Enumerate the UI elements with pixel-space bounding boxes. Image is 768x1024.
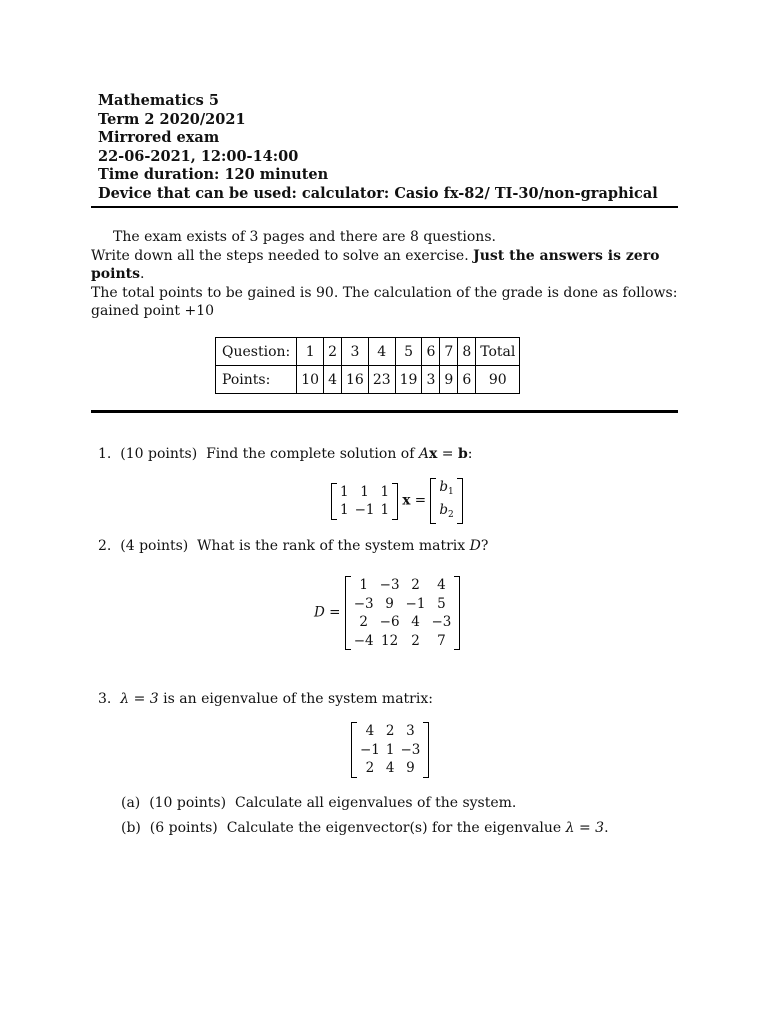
- vector-entry: b: [439, 479, 449, 495]
- subquestion-label: (b): [121, 820, 141, 836]
- matrix-entry: 4: [385, 760, 395, 777]
- matrix-entry: −3: [431, 614, 452, 631]
- exam-header: [98, 92, 658, 204]
- instruction-period: .: [139, 266, 145, 283]
- question-cell: 4: [368, 338, 395, 366]
- question-number: 3.: [98, 691, 112, 707]
- matrix-entry: 4: [411, 614, 420, 631]
- question-cell: 6: [422, 338, 440, 366]
- left-bracket: [331, 483, 337, 520]
- vector-entry: b: [439, 502, 449, 518]
- question-number: 2.: [98, 538, 112, 554]
- matrix-entry: 2: [411, 577, 420, 594]
- matrix-entry: 1: [340, 502, 349, 519]
- left-bracket: [430, 478, 436, 524]
- right-bracket: [457, 478, 463, 524]
- eigenvalue-expression: λ = 3: [565, 820, 605, 836]
- vector-symbol: x: [428, 446, 438, 462]
- matrix-symbol: A: [418, 446, 429, 462]
- matrix-entry: −4: [353, 632, 374, 649]
- points-row-label: Points:: [216, 366, 297, 394]
- left-bracket: [345, 576, 351, 650]
- question-cell: 2: [324, 338, 342, 366]
- question-text: What is the rank of the system matrix: [197, 538, 470, 554]
- period: .: [604, 820, 609, 836]
- subscript: 1: [448, 487, 454, 497]
- right-bracket: [454, 576, 460, 650]
- matrix-entry: 7: [437, 632, 446, 649]
- course-name: Mathematics 5: [98, 92, 219, 109]
- right-bracket: [392, 483, 398, 520]
- matrix-entry: 9: [385, 595, 394, 612]
- total-points-cell: 90: [476, 366, 520, 394]
- points-cell: 4: [324, 366, 342, 394]
- exam-duration: Time duration: 120 minuten: [98, 166, 329, 184]
- question-3: [98, 691, 433, 707]
- matrix-entry: −1: [405, 595, 426, 612]
- question-points: (10 points): [120, 446, 198, 462]
- matrix-entry: 4: [365, 723, 375, 740]
- question-text: Calculate all eigenvalues of the system.: [234, 795, 517, 811]
- vector-symbol: x: [402, 492, 411, 509]
- matrix-entry: 2: [359, 614, 368, 631]
- allowed-device: Device that can be used: calculator: Casio fx-82/ TI-30/non-graphical: [98, 184, 658, 202]
- q2-system-matrix: [345, 576, 461, 650]
- instruction-line-1: The exam exists of 3 pages and there are 8 questions.: [113, 229, 496, 245]
- subscript: 2: [448, 510, 454, 520]
- exam-type: Mirrored exam: [98, 129, 220, 147]
- instruction-text: Write down all the steps needed to solve an exercise.: [91, 247, 474, 264]
- colon: :: [467, 446, 473, 462]
- exam-instructions: [91, 228, 681, 321]
- eigenvalue-expression: λ = 3: [120, 691, 159, 707]
- matrix-entry: 1: [385, 741, 395, 758]
- question-3a: [121, 795, 516, 811]
- left-bracket: [351, 722, 357, 778]
- points-cell: 6: [458, 366, 476, 394]
- instruction-line-3: The total points to be gained is 90. The calculation of the grade is done as follows: gained point +10: [91, 284, 678, 320]
- matrix-entry: 1: [380, 502, 390, 519]
- matrix-entry: 1: [380, 483, 390, 500]
- matrix-entry: 1: [359, 577, 368, 594]
- q1-coefficient-matrix: [331, 483, 398, 520]
- matrix-entry: 2: [385, 723, 395, 740]
- matrix-entry: 1: [360, 483, 369, 500]
- points-cell: 19: [395, 366, 422, 394]
- vector-symbol: b: [457, 446, 468, 462]
- header-divider: [91, 206, 678, 208]
- q3-equation: [351, 722, 429, 778]
- matrix-entry: 12: [381, 632, 399, 649]
- q1-rhs-vector: [430, 478, 462, 524]
- question-mark: ?: [480, 538, 489, 554]
- exam-date-time: 22-06-2021, 12:00-14:00: [98, 147, 299, 165]
- points-cell: 3: [422, 366, 440, 394]
- question-points: (10 points): [149, 795, 227, 811]
- q1-equation: [331, 478, 463, 524]
- matrix-entry: 3: [406, 723, 415, 740]
- question-text: Calculate the eigenvector(s) for the eigenvalue: [226, 820, 566, 836]
- question-cell: 7: [440, 338, 458, 366]
- question-2: [98, 538, 488, 554]
- question-points: (6 points): [149, 820, 218, 836]
- points-cell: 23: [368, 366, 395, 394]
- term: Term 2 2020/2021: [98, 110, 246, 128]
- question-cell: 8: [458, 338, 476, 366]
- question-number: 1.: [98, 446, 112, 462]
- points-table-question-row: [216, 338, 520, 366]
- points-cell: 9: [440, 366, 458, 394]
- matrix-entry: −3: [379, 577, 400, 594]
- section-divider: [91, 410, 678, 413]
- matrix-entry: 2: [411, 632, 420, 649]
- equals-sign: =: [410, 492, 431, 509]
- q2-equation: [314, 576, 460, 650]
- question-row-label: Question:: [216, 338, 297, 366]
- matrix-lhs: D =: [314, 604, 341, 621]
- matrix-entry: 5: [437, 595, 446, 612]
- total-header-cell: Total: [476, 338, 520, 366]
- matrix-entry: −3: [353, 595, 374, 612]
- question-cell: 3: [341, 338, 368, 366]
- points-cell: 16: [341, 366, 368, 394]
- question-text: is an eigenvalue of the system matrix:: [158, 691, 433, 707]
- instruction-emphasis: Just the answers is zero points: [91, 247, 660, 283]
- matrix-entry: −3: [400, 741, 421, 758]
- matrix-entry: −1: [360, 741, 380, 758]
- right-bracket: [423, 722, 429, 778]
- matrix-entry: 9: [406, 760, 415, 777]
- q3-system-matrix: [351, 722, 429, 778]
- matrix-entry: 2: [365, 760, 375, 777]
- question-points: (4 points): [120, 538, 189, 554]
- matrix-entry: −6: [379, 614, 400, 631]
- equals-sign: =: [437, 446, 458, 462]
- question-3b: [121, 820, 609, 836]
- matrix-symbol: D: [469, 538, 481, 554]
- matrix-entry: −1: [354, 502, 375, 519]
- matrix-entry: 4: [437, 577, 446, 594]
- question-cell: 5: [395, 338, 422, 366]
- instruction-line-2: [91, 247, 681, 284]
- matrix-entry: 1: [340, 483, 349, 500]
- question-text: Find the complete solution of: [206, 446, 419, 462]
- points-table: [215, 337, 520, 394]
- question-1: [98, 446, 473, 462]
- subquestion-label: (a): [121, 795, 141, 811]
- points-cell: 10: [297, 366, 324, 394]
- points-table-points-row: [216, 366, 520, 394]
- question-cell: 1: [297, 338, 324, 366]
